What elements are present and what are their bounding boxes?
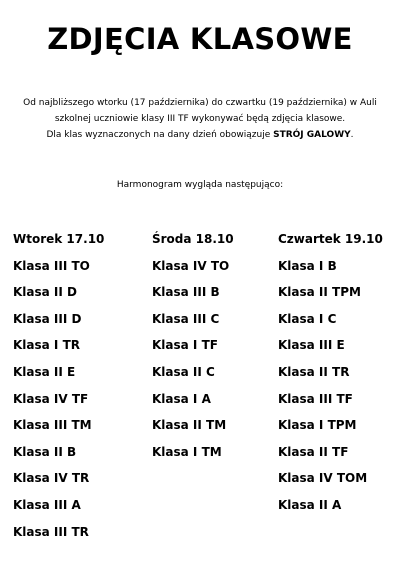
class-item: Klasa III B xyxy=(152,285,220,300)
day-heading: Czwartek 19.10 xyxy=(278,232,383,246)
class-item: Klasa III A xyxy=(13,497,81,512)
class-item: Klasa I B xyxy=(278,258,337,273)
day-heading: Wtorek 17.10 xyxy=(13,232,105,246)
class-item: Klasa III TO xyxy=(13,258,90,273)
class-item: Klasa I TF xyxy=(152,338,218,353)
class-item: Klasa II D xyxy=(13,285,77,300)
class-item: Klasa II TPM xyxy=(278,285,361,300)
intro-line-1: Od najbliższego wtorku (17 października) do czwartku (19 października) w Auli szkolnej uczniowie klasy III TF wykonywać będą zdjęcia klasowe. xyxy=(23,98,377,124)
class-item: Klasa II E xyxy=(13,364,76,379)
dress-code: STRÓJ GALOWY xyxy=(273,130,351,140)
class-item: Klasa II TF xyxy=(278,444,349,459)
day-column-wednesday xyxy=(152,231,234,470)
class-item: Klasa I TM xyxy=(152,444,222,459)
day-heading: Środa 18.10 xyxy=(152,232,234,246)
intro-text xyxy=(0,95,400,143)
class-item: Klasa III TM xyxy=(13,418,92,433)
class-item: Klasa II A xyxy=(278,497,342,512)
page-title: ZDJĘCIA KLASOWE xyxy=(47,22,353,56)
class-item: Klasa III TR xyxy=(13,524,89,539)
class-item: Klasa I A xyxy=(152,391,211,406)
class-item: Klasa I C xyxy=(278,311,337,326)
class-item: Klasa IV TO xyxy=(152,258,230,273)
class-item: Klasa IV TF xyxy=(13,391,89,406)
class-item: Klasa III E xyxy=(278,338,345,353)
schedule-lead: Harmonogram wygląda następująco: xyxy=(116,180,284,190)
class-item: Klasa IV TOM xyxy=(278,471,368,486)
day-column-tuesday xyxy=(13,231,104,550)
class-item: Klasa II B xyxy=(13,444,77,459)
class-item: Klasa II C xyxy=(152,364,215,379)
class-item: Klasa IV TR xyxy=(13,471,90,486)
class-item: Klasa III TF xyxy=(278,391,353,406)
class-item: Klasa I TPM xyxy=(278,418,357,433)
day-column-thursday xyxy=(278,231,383,524)
class-item: Klasa II TM xyxy=(152,418,227,433)
intro-line-2 xyxy=(0,127,400,143)
intro-line-2-prefix: Dla klas wyznaczonych na dany dzień obowiązuje xyxy=(46,130,274,140)
class-item: Klasa I TR xyxy=(13,338,80,353)
class-item: Klasa III C xyxy=(152,311,220,326)
class-item: Klasa II TR xyxy=(278,364,350,379)
intro-line-2-suffix: . xyxy=(350,130,354,140)
class-item: Klasa III D xyxy=(13,311,82,326)
